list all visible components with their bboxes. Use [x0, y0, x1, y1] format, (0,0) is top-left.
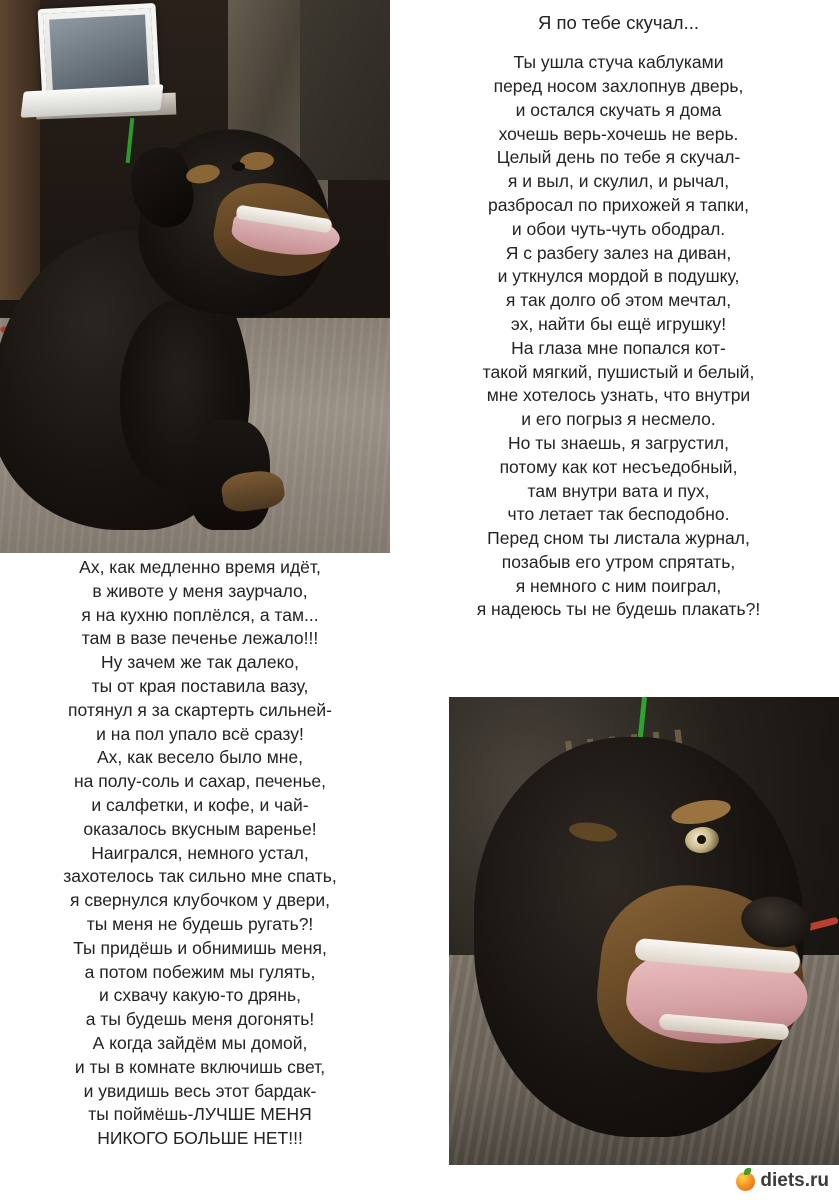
poem-line: Целый день по тебе я скучал-: [496, 147, 741, 168]
poem-line: на полу-соль и сахар, печенье,: [73, 771, 327, 792]
poem-right-column: [406, 10, 831, 622]
poem-line: хочешь верь-хочешь не верь.: [498, 123, 739, 144]
poem-line: Ах, как медленно время идёт,: [79, 557, 321, 577]
poem-line: На глаза мне попался кот-: [511, 337, 726, 358]
poem-line: я так долго об этом мечтал,: [505, 290, 732, 311]
poem-line: Ах, как весело было мне,: [96, 747, 304, 768]
watermark-text: diets.ru: [760, 1170, 829, 1191]
poem-line: Ты ушла стуча каблуками: [513, 52, 724, 73]
poem-line: эх, найти бы ещё игрушку!: [510, 313, 727, 334]
curtain-secondary: [300, 0, 390, 180]
poem-line: я на кухню поплёлся, а там...: [81, 604, 319, 625]
poem-line: там в вазе печенье лежало!!!: [81, 628, 319, 649]
poem-line: что летает так бесподобно.: [507, 504, 730, 525]
poem-line: оказалось вкусным варенье!: [83, 818, 317, 839]
poem-line: разбросал по прихожей я тапки,: [487, 194, 750, 215]
poem-line: Я с разбегу залез на диван,: [505, 242, 732, 263]
door-frame: [0, 0, 40, 300]
poem-line: ты от края поставила вазу,: [91, 675, 309, 696]
poem-line: Ну зачем же так далеко,: [100, 652, 300, 673]
poem-line: я немного с ним поиграл,: [515, 575, 722, 596]
dog-eye: [232, 162, 245, 171]
poem-line: и остался скучать я дома: [515, 99, 722, 120]
poem-line: я надеюсь ты не будешь плакать?!: [476, 599, 761, 620]
rottweiler-with-laptop-photo: [0, 0, 390, 553]
poem-line: ты меня не будешь ругать?!: [86, 913, 314, 934]
poem-line: и его погрыз я несмело.: [521, 409, 716, 430]
poem-line: захотелось так сильно мне спать,: [63, 866, 337, 887]
poem-line: и на пол упало всё сразу!: [96, 723, 304, 744]
poem-line: я свернулся клубочком у двери,: [70, 890, 330, 911]
poem-line: в животе у меня заурчало,: [92, 580, 308, 601]
poem-line: Наигрался, немного устал,: [91, 842, 309, 863]
poem-line: Ты придёшь и обнимишь меня,: [73, 937, 327, 958]
poem-line: такой мягкий, пушистый и белый,: [482, 361, 755, 382]
poem-line: я и выл, и скулил, и рычал,: [507, 171, 730, 192]
site-watermark: [736, 1170, 829, 1192]
poem-line: мне хотелось узнать, что внутри: [486, 385, 751, 406]
apple-logo-icon: [736, 1172, 755, 1191]
poem-line: позабыв его утром спрятать,: [501, 551, 736, 572]
poem-left-column: [6, 556, 394, 1151]
poem-line: А когда зайдём мы домой,: [92, 1032, 308, 1053]
poem-line: там внутри вата и пух,: [527, 480, 710, 501]
poem-title: Я по тебе скучал...: [537, 12, 700, 33]
poem-line: и ты в комнате включишь свет,: [74, 1056, 326, 1077]
poem-line: и уткнулся мордой в подушку,: [497, 266, 740, 287]
poem-line: и обои чуть-чуть ободрал.: [511, 218, 726, 239]
poem-line: потянул я за скартерть сильней-: [68, 699, 332, 720]
poem-line: Перед сном ты листала журнал,: [487, 528, 750, 549]
poem-line: и схвачу какую-то дрянь,: [99, 985, 301, 1006]
poem-line: а потом побежим мы гулять,: [84, 961, 316, 982]
poem-line: потому как кот несъедобный,: [499, 456, 738, 477]
poem-line: и салфетки, и кофе, и чай-: [91, 794, 309, 815]
poem-line: и увидишь весь этот бардак-: [83, 1080, 317, 1101]
poem-line: а ты будешь меня догонять!: [85, 1009, 315, 1030]
poem-line: НИКОГО БОЛЬШЕ НЕТ!!!: [97, 1128, 303, 1149]
poem-line: ты поймёшь-ЛУЧШЕ МЕНЯ: [88, 1104, 312, 1125]
rottweiler-closeup-photo: [449, 697, 839, 1165]
poem-line: перед носом захлопнув дверь,: [493, 75, 744, 96]
poem-line: Но ты знаешь, я загрустил,: [508, 432, 729, 453]
